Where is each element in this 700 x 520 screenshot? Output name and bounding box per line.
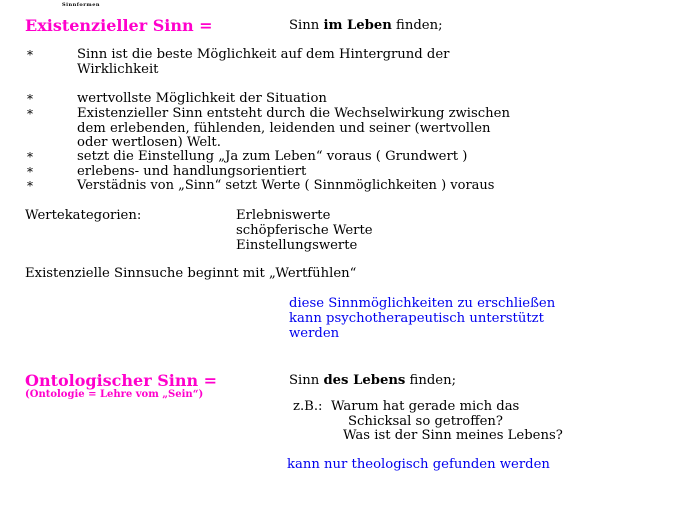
example-line-3: Was ist der Sinn meines Lebens? [343, 428, 563, 443]
blue-note-line: werden [289, 326, 340, 341]
bullet-text [77, 179, 494, 194]
ontological-subtitle-post: finden; [405, 373, 457, 388]
blue-note-line: kann psychotherapeutisch unterstützt [289, 311, 544, 326]
ontological-heading: Ontologischer Sinn = [25, 371, 218, 390]
werte-item: schöpferische Werte [236, 223, 373, 238]
bullet-star: * [27, 107, 33, 121]
bullet-star: * [27, 150, 33, 164]
existential-subtitle-pre: Sinn [289, 18, 324, 33]
bullet-line: setzt die Einstellung „Ja zum Leben“ voraus ( Grundwert ) [77, 149, 468, 164]
bullet-line: Sinn ist die beste Möglichkeit auf dem Hintergrund der [77, 47, 450, 62]
werte-item: Einstellungswerte [236, 238, 358, 253]
blue-note-line: diese Sinnmöglichkeiten zu erschließen [289, 296, 556, 311]
example-line-1: Warum hat gerade mich das [331, 399, 520, 414]
bullet-text [77, 48, 449, 77]
bullet-line: erlebens- und handlungsorientiert [77, 164, 307, 179]
existential-subtitle [289, 18, 443, 33]
bullet-line: Verstädnis von „Sinn“ setzt Werte ( Sinnmöglichkeiten ) voraus [77, 178, 495, 193]
ontological-subtitle [289, 373, 456, 388]
bullet-line: wertvollste Möglichkeit der Situation [77, 91, 327, 106]
bullet-star: * [27, 165, 33, 179]
bullet-line: Wirklichkeit [77, 61, 159, 77]
bullet-line: dem erlebenden, fühlenden, leidenden und seiner (wertvollen [77, 120, 491, 136]
werte-list [236, 208, 373, 253]
werte-label: Wertekategorien: [25, 208, 142, 223]
bullet-text [77, 150, 467, 165]
existential-subtitle-bold: im Leben [323, 18, 392, 33]
slide-header: Sinnformen [62, 2, 101, 8]
bullet-star: * [27, 48, 33, 62]
existential-heading: Existenzieller Sinn = [25, 16, 213, 35]
ontological-subtitle-pre: Sinn [289, 373, 324, 388]
bullet-star: * [27, 92, 33, 106]
bullet-line: oder wertlosen) Welt. [77, 135, 221, 150]
example-line-2: Schicksal so getroffen? [348, 414, 503, 429]
ontological-blue-note: kann nur theologisch gefunden werden [287, 457, 550, 472]
ontological-subheading: (Ontologie = Lehre vom „Sein“) [25, 389, 204, 400]
example-prefix: z.B.: [293, 399, 323, 414]
werte-item: Erlebniswerte [236, 208, 331, 223]
bullet-text [77, 107, 510, 151]
sinnsuche-text: Existenzielle Sinnsuche beginnt mit „Wertfühlen“ [25, 266, 357, 281]
bullet-line: Existenzieller Sinn entsteht durch die Wechselwirkung zwischen [77, 106, 510, 121]
existential-blue-note [289, 296, 555, 341]
existential-subtitle-post: finden; [391, 18, 443, 33]
bullet-star: * [27, 179, 33, 193]
bullet-text [77, 92, 327, 107]
ontological-subtitle-bold: des Lebens [323, 373, 406, 388]
